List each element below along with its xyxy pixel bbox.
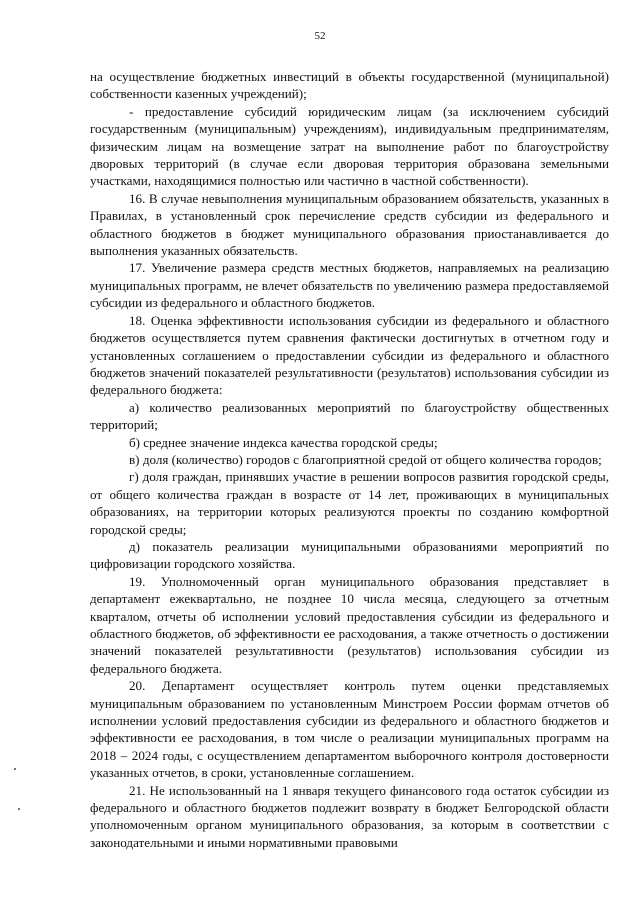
paragraph-21: 21. Не использованный на 1 января текущего финансового года остаток субсидии из федерального и областного бюджетов подлежит возврату в бюджет Белгородской области уполномоченным органом муниципального образования, за которым в соответствии с законодательными и иными нормативными правовыми (90, 782, 609, 850)
paragraph-18: 18. Оценка эффективности использования субсидии из федерального и областного бюджетов осуществляется путем сравнения фактически достигнутых в отчетном году и установленных соглашением о предоставлении субсидии из федерального и областного бюджетов значений показателей результативности (результатов) использования субсидии из федерального бюджета: (90, 312, 609, 398)
scan-speck (14, 768, 16, 770)
paragraph-subsidies-legal-entities: - предоставление субсидий юридическим лицам (за исключением субсидий государственным (муниципальным) учреждениям), индивидуальным предпринимателям, физическим лицам на возмещение затрат на выполнение работ по благоустройству дворовых территорий (в случае если дворовая территория образована земельными участками, находящимися полностью или частично в частной собственности). (90, 103, 609, 189)
paragraph-17: 17. Увеличение размера средств местных бюджетов, направляемых на реализацию муниципальных программ, не влечет обязательств по увеличению размера предоставляемой субсидии из федерального и областного бюджетов. (90, 260, 609, 311)
paragraph-16: 16. В случае невыполнения муниципальным образованием обязательств, указанных в Правилах, в установленный срок перечисление средств субсидии из федерального и областного бюджетов в бюджет муниципального образования приостанавливается до выполнения указанных обязательств. (90, 190, 609, 259)
paragraph-continuation: на осуществление бюджетных инвестиций в объекты государственной (муниципальной) собственности казенных учреждений); (90, 69, 609, 102)
document-body (90, 68, 609, 851)
paragraph-19: 19. Уполномоченный орган муниципального образования представляет в департамент ежеквартально, не позднее 10 числа месяца, следующего за отчетным кварталом, отчеты об исполнении условий предоставления субсидии из федерального и областного бюджетов, об эффективности ее расходования, а также отчетность о достижении значений показателей результативности (результатов) использования субсидии из федерального бюджета. (90, 573, 609, 676)
paragraph-20: 20. Департамент осуществляет контроль путем оценки представляемых муниципальным образованием по установленным Минстроем России формам отчетов об исполнении условий предоставления субсидии из федерального и областного бюджетов и эффективности ее расходования, в том числе о реализации муниципальных программ на 2018 – 2024 годы, с осуществлением департаментом выборочного контроля достоверности указанных отчетов, в сроки, установленные соглашением. (90, 678, 609, 781)
scan-speck (18, 808, 20, 810)
list-item-v: в) доля (количество) городов с благоприятной средой от общего количества городов; (129, 451, 602, 467)
page-number: 52 (314, 30, 326, 42)
list-item-a: а) количество реализованных мероприятий по благоустройству общественных территорий; (90, 399, 609, 433)
list-item-d: д) показатель реализации муниципальными образованиями мероприятий по цифровизации городского хозяйства. (90, 538, 609, 572)
list-item-g: г) доля граждан, принявших участие в решении вопросов развития городской среды, от общего количества граждан в возрасте от 14 лет, проживающих в муниципальных образованиях, на территории которых реализуются проекты по созданию комфортной городской среды; (90, 469, 609, 537)
list-item-b: б) среднее значение индекса качества городской среды; (129, 434, 438, 450)
